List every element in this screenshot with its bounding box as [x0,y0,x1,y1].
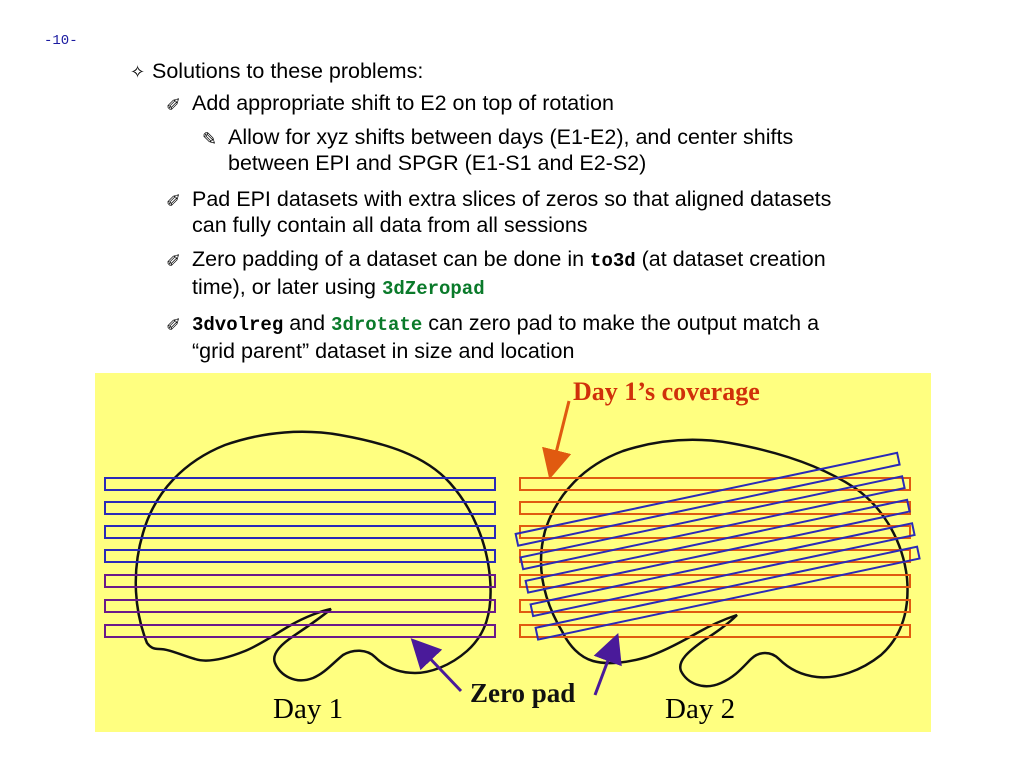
bullet-diamond-icon: ✧ [130,62,146,82]
bullet-text-line2 [192,274,826,302]
label-day1-coverage: Day 1’s coverage [573,377,760,406]
bullet-pen-icon: ✐ [166,191,182,211]
bullet-allow-shifts [202,124,793,176]
zero-pad-arrow-right [595,647,613,695]
bullet-text: and [283,311,332,335]
label-zero-pad: Zero pad [470,678,576,708]
code-3dzeropad: 3dZeropad [381,278,485,300]
zero-pad-figure [95,373,931,732]
code-to3d: to3d [590,250,636,272]
day1-purple-slices [105,575,495,637]
page-number: -10- [44,33,78,49]
bullet-3dvolreg [166,310,819,364]
bullet-zero-padding [166,246,826,302]
day1-blue-slices [105,478,495,562]
zero-pad-arrow-left [421,649,461,691]
bullet-add-shift [166,90,614,116]
bullet-text: time), or later using [192,275,382,299]
label-day1: Day 1 [273,693,344,725]
bullet-text-line1 [192,310,819,338]
bullet-text: Zero padding of a dataset can be done in [192,247,591,271]
bullet-text-line1: Pad EPI datasets with extra slices of zeros so that aligned datasets [192,187,832,211]
bullet-pen-icon: ✐ [166,315,182,335]
code-3dvolreg: 3dvolreg [192,314,284,336]
bullet-text-line1: Allow for xyz shifts between days (E1-E2), and center shifts [228,125,794,149]
bullet-text-line1 [192,246,826,274]
code-3drotate: 3drotate [331,314,423,336]
bullet-text-line2: can fully contain all data from all sessions [192,213,588,237]
bullet-text-line2: “grid parent” dataset in size and location [192,339,575,363]
bullet-text: (at dataset creation [635,247,826,271]
bullet-text-line2: between EPI and SPGR (E1-S1 and E2-S2) [228,151,647,175]
bullet-solutions [130,58,423,84]
label-day2: Day 2 [665,693,736,725]
bullet-text: Add appropriate shift to E2 on top of rotation [192,91,614,115]
bullet-pen-filled-icon: ✎ [202,129,218,149]
bullet-pen-icon: ✐ [166,95,182,115]
day1-brain-outline [136,432,491,681]
bullet-text: Solutions to these problems: [152,59,424,83]
bullet-text: can zero pad to make the output match a [422,311,820,335]
coverage-arrow [553,401,569,465]
bullet-pen-icon: ✐ [166,251,182,271]
bullet-pad-epi [166,186,831,238]
